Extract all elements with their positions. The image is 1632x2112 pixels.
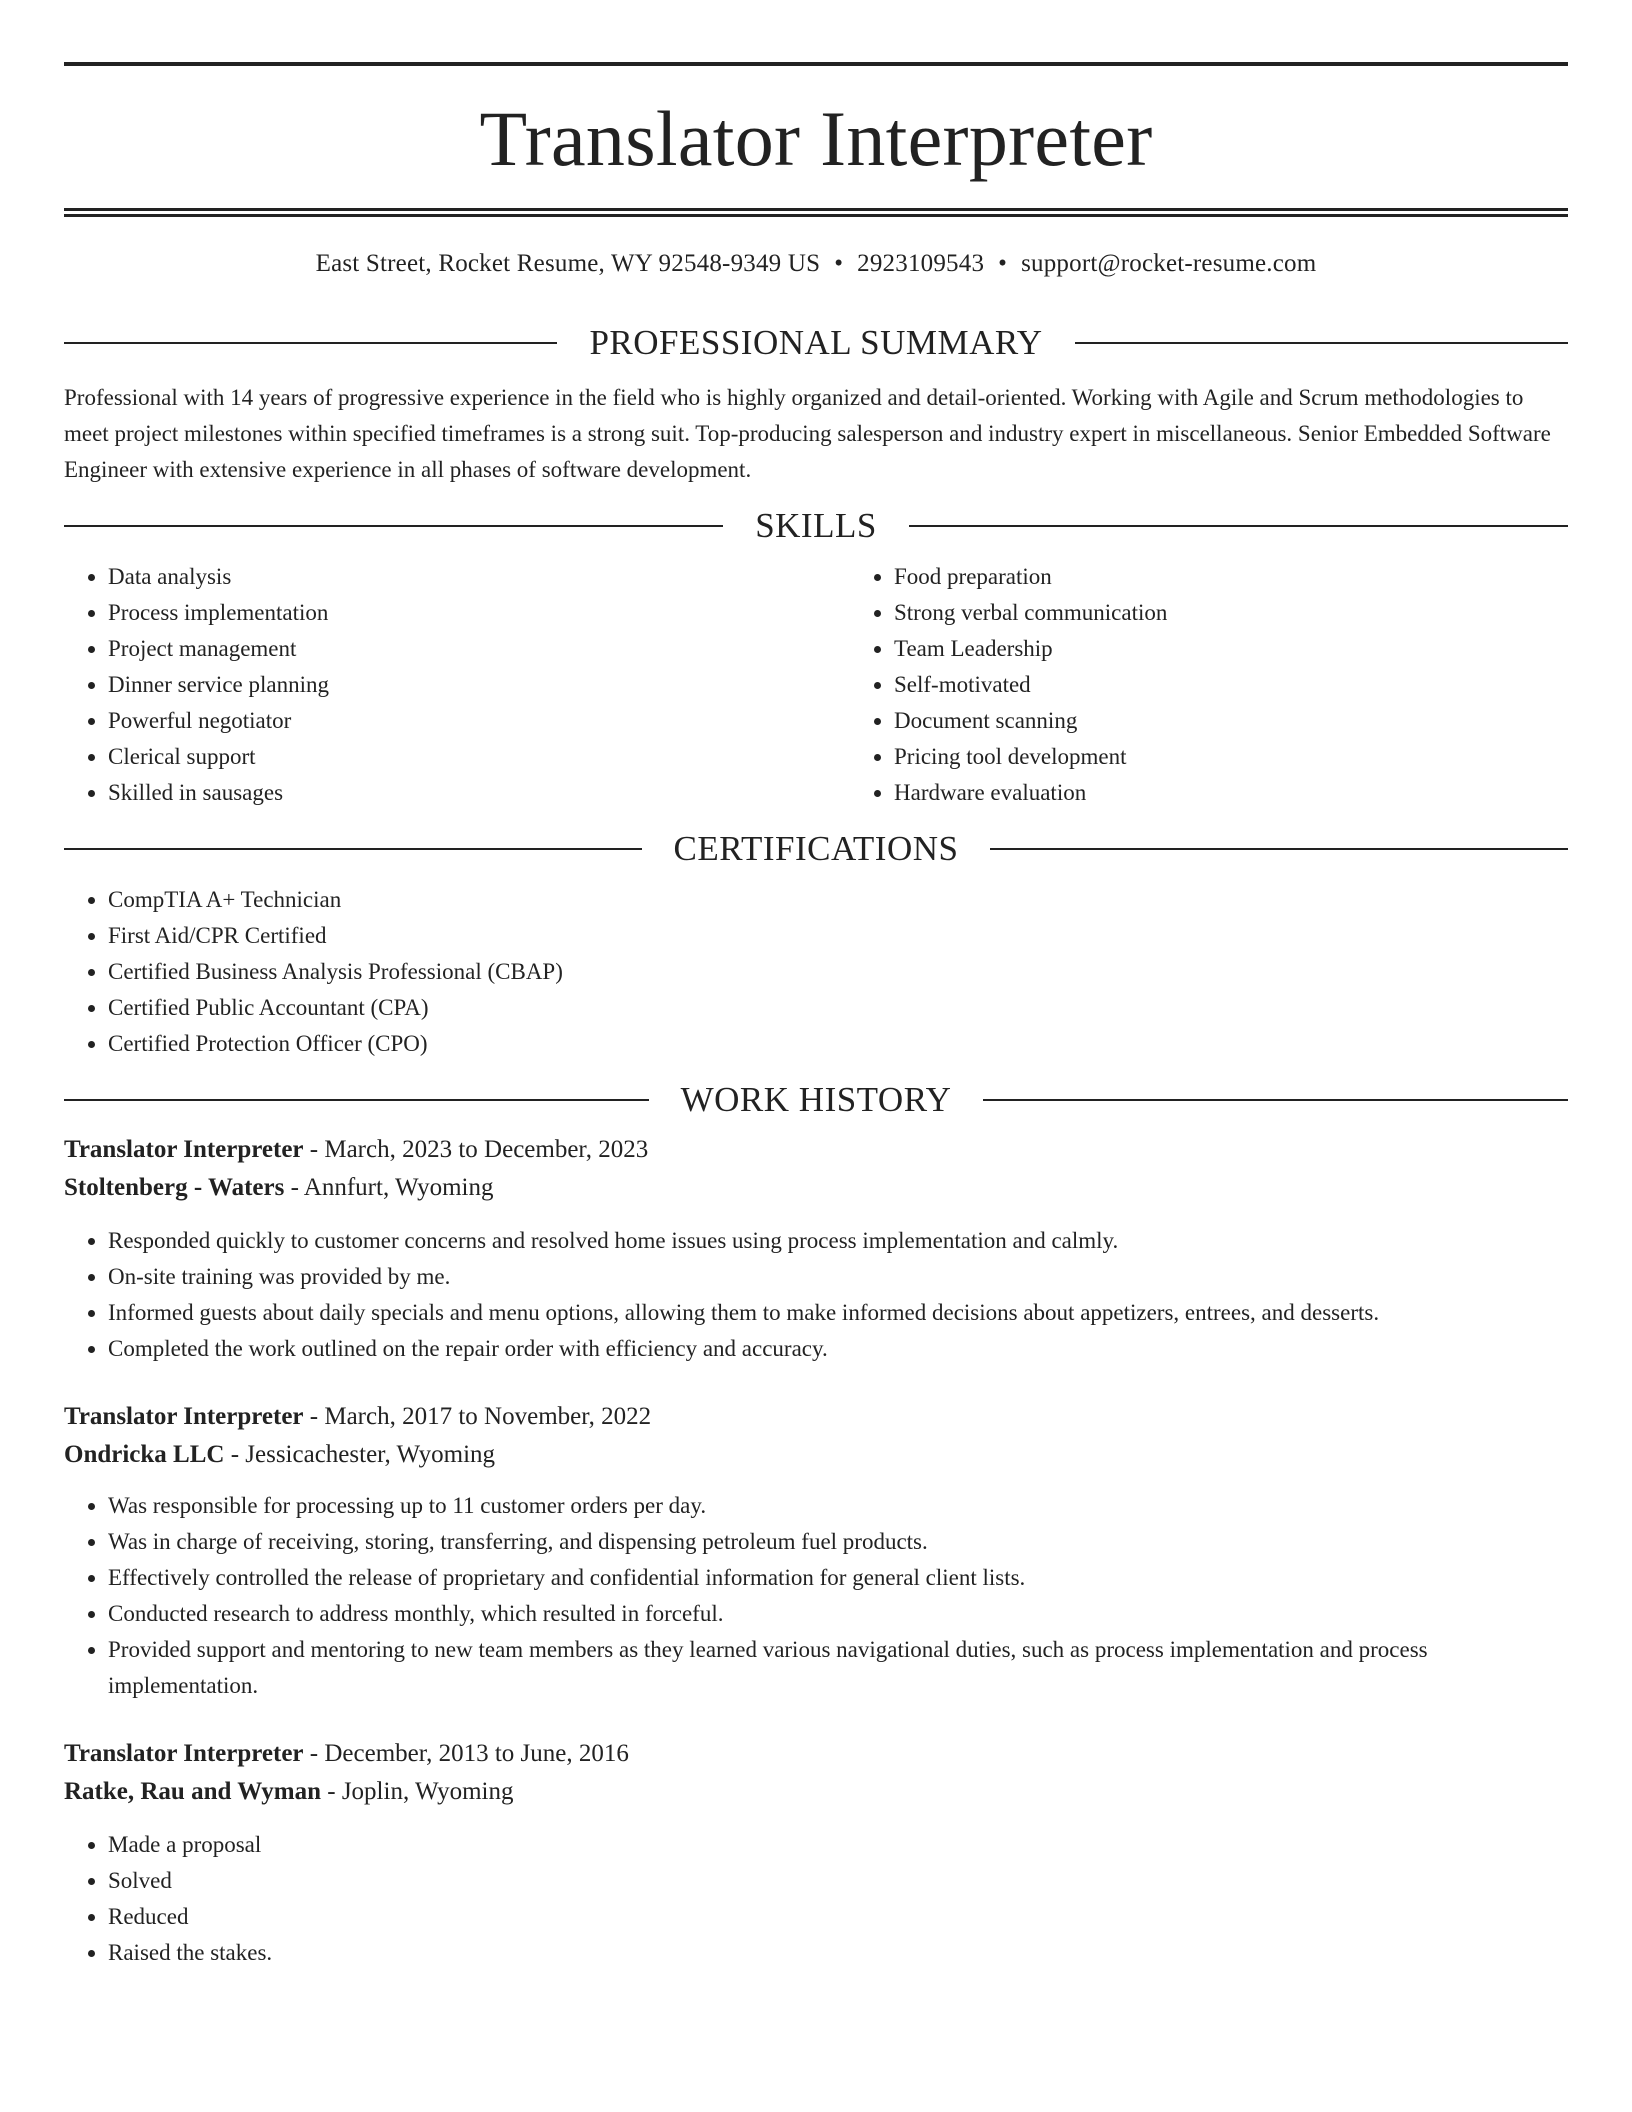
list-item: • Certified Public Accountant (CPA) xyxy=(108,990,1568,1026)
job-entry xyxy=(64,1131,1568,1367)
list-item: • Raised the stakes. xyxy=(108,1935,1568,1971)
skills-heading-row xyxy=(64,508,1568,543)
list-item: • Process implementation xyxy=(108,595,850,631)
list-item: • Solved xyxy=(108,1863,1568,1899)
work-heading-row xyxy=(64,1082,1568,1117)
list-item: • Completed the work outlined on the repair order with efficiency and accuracy. xyxy=(108,1331,1568,1367)
certifications-heading-row xyxy=(64,831,1568,866)
certifications-list xyxy=(64,882,1568,1062)
top-rule xyxy=(64,62,1568,66)
job-title: Translator Interpreter xyxy=(64,1740,304,1767)
skills-list-left xyxy=(64,559,850,811)
list-item: • Powerful negotiator xyxy=(108,703,850,739)
list-item: • Responded quickly to customer concerns and resolved home issues using process implementation and calmly. xyxy=(108,1223,1568,1259)
list-item: • Data analysis xyxy=(108,559,850,595)
job-entry xyxy=(64,1735,1568,1971)
certifications-heading: CERTIFICATIONS xyxy=(673,829,959,868)
job-dates: - March, 2017 to November, 2022 xyxy=(303,1403,652,1430)
job-location: - Joplin, Wyoming xyxy=(321,1778,514,1805)
list-item: • Document scanning xyxy=(894,703,1568,739)
contact-line xyxy=(64,251,1568,276)
list-item: • Skilled in sausages xyxy=(108,775,850,811)
job-title-line xyxy=(64,1398,1568,1436)
job-title: Translator Interpreter xyxy=(64,1136,304,1163)
summary-text: Professional with 14 years of progressive experience in the field who is highly organized and detail-oriented. Working with Agile and Scrum methodologies to meet project milestones within specified timeframes is a strong suit. Top-producing salesperson and industry expert in miscellaneous. Senior Embedded Software Engineer with extensive experience in all phases of software development. xyxy=(64,385,1551,482)
contact-separator: • xyxy=(998,250,1008,277)
contact-separator: • xyxy=(834,250,844,277)
list-item: • Conducted research to address monthly, which resulted in forceful. xyxy=(108,1596,1568,1632)
list-item: • First Aid/CPR Certified xyxy=(108,918,1568,954)
list-item: • Provided support and mentoring to new team members as they learned various navigational duties, such as process implementation and process implementation. xyxy=(108,1632,1568,1704)
heading-rule-left xyxy=(64,848,642,850)
list-item: • Certified Business Analysis Professional (CBAP) xyxy=(108,954,1568,990)
job-bullets xyxy=(64,1827,1568,1971)
work-heading: WORK HISTORY xyxy=(680,1080,952,1119)
job-company-line xyxy=(64,1436,1568,1474)
summary-heading-row xyxy=(64,325,1568,360)
job-dates: - March, 2023 to December, 2023 xyxy=(303,1136,649,1163)
summary-heading: PROFESSIONAL SUMMARY xyxy=(589,323,1043,362)
resume-name: Translator Interpreter xyxy=(479,95,1153,182)
skills-heading: SKILLS xyxy=(755,506,877,545)
header-double-rule xyxy=(64,208,1568,217)
job-company: Ratke, Rau and Wyman xyxy=(64,1778,321,1805)
heading-rule-left xyxy=(64,342,557,344)
list-item: • Clerical support xyxy=(108,739,850,775)
list-item: • Dinner service planning xyxy=(108,667,850,703)
job-dates: - December, 2013 to June, 2016 xyxy=(303,1740,629,1767)
list-item: • Certified Protection Officer (CPO) xyxy=(108,1026,1568,1062)
list-item: • Food preparation xyxy=(894,559,1568,595)
list-item: • Effectively controlled the release of proprietary and confidential information for general client lists. xyxy=(108,1560,1568,1596)
job-location: - Annfurt, Wyoming xyxy=(284,1174,494,1201)
list-item: • Self-motivated xyxy=(894,667,1568,703)
heading-rule-right xyxy=(909,525,1568,527)
list-item: • CompTIA A+ Technician xyxy=(108,882,1568,918)
job-company-line xyxy=(64,1169,1568,1207)
job-title-line xyxy=(64,1131,1568,1169)
job-location: - Jessicachester, Wyoming xyxy=(224,1441,496,1468)
contact-address: East Street, Rocket Resume, WY 92548-9349 US xyxy=(315,250,821,277)
list-item: • Made a proposal xyxy=(108,1827,1568,1863)
heading-rule-right xyxy=(990,848,1568,850)
list-item: • Pricing tool development xyxy=(894,739,1568,775)
job-company: Stoltenberg - Waters xyxy=(64,1174,285,1201)
list-item: • Reduced xyxy=(108,1899,1568,1935)
list-item: • On-site training was provided by me. xyxy=(108,1259,1568,1295)
job-company-line xyxy=(64,1773,1568,1811)
contact-phone: 2923109543 xyxy=(857,250,985,277)
job-entry xyxy=(64,1398,1568,1704)
list-item: • Hardware evaluation xyxy=(894,775,1568,811)
job-title-line xyxy=(64,1735,1568,1773)
heading-rule-left xyxy=(64,1099,649,1101)
list-item: • Strong verbal communication xyxy=(894,595,1568,631)
list-item: • Informed guests about daily specials and menu options, allowing them to make informed decisions about appetizers, entrees, and desserts. xyxy=(108,1295,1568,1331)
job-title: Translator Interpreter xyxy=(64,1403,304,1430)
contact-email: support@rocket-resume.com xyxy=(1021,250,1317,277)
list-item: • Was in charge of receiving, storing, transferring, and dispensing petroleum fuel products. xyxy=(108,1524,1568,1560)
heading-rule-right xyxy=(1075,342,1568,344)
job-bullets xyxy=(64,1488,1568,1704)
heading-rule-right xyxy=(983,1099,1568,1101)
list-item: • Project management xyxy=(108,631,850,667)
heading-rule-left xyxy=(64,525,723,527)
skills-columns xyxy=(64,559,1568,811)
skills-list-right xyxy=(850,559,1568,811)
job-bullets xyxy=(64,1223,1568,1367)
job-company: Ondricka LLC xyxy=(64,1441,225,1468)
list-item: • Was responsible for processing up to 11 customer orders per day. xyxy=(108,1488,1568,1524)
list-item: • Team Leadership xyxy=(894,631,1568,667)
